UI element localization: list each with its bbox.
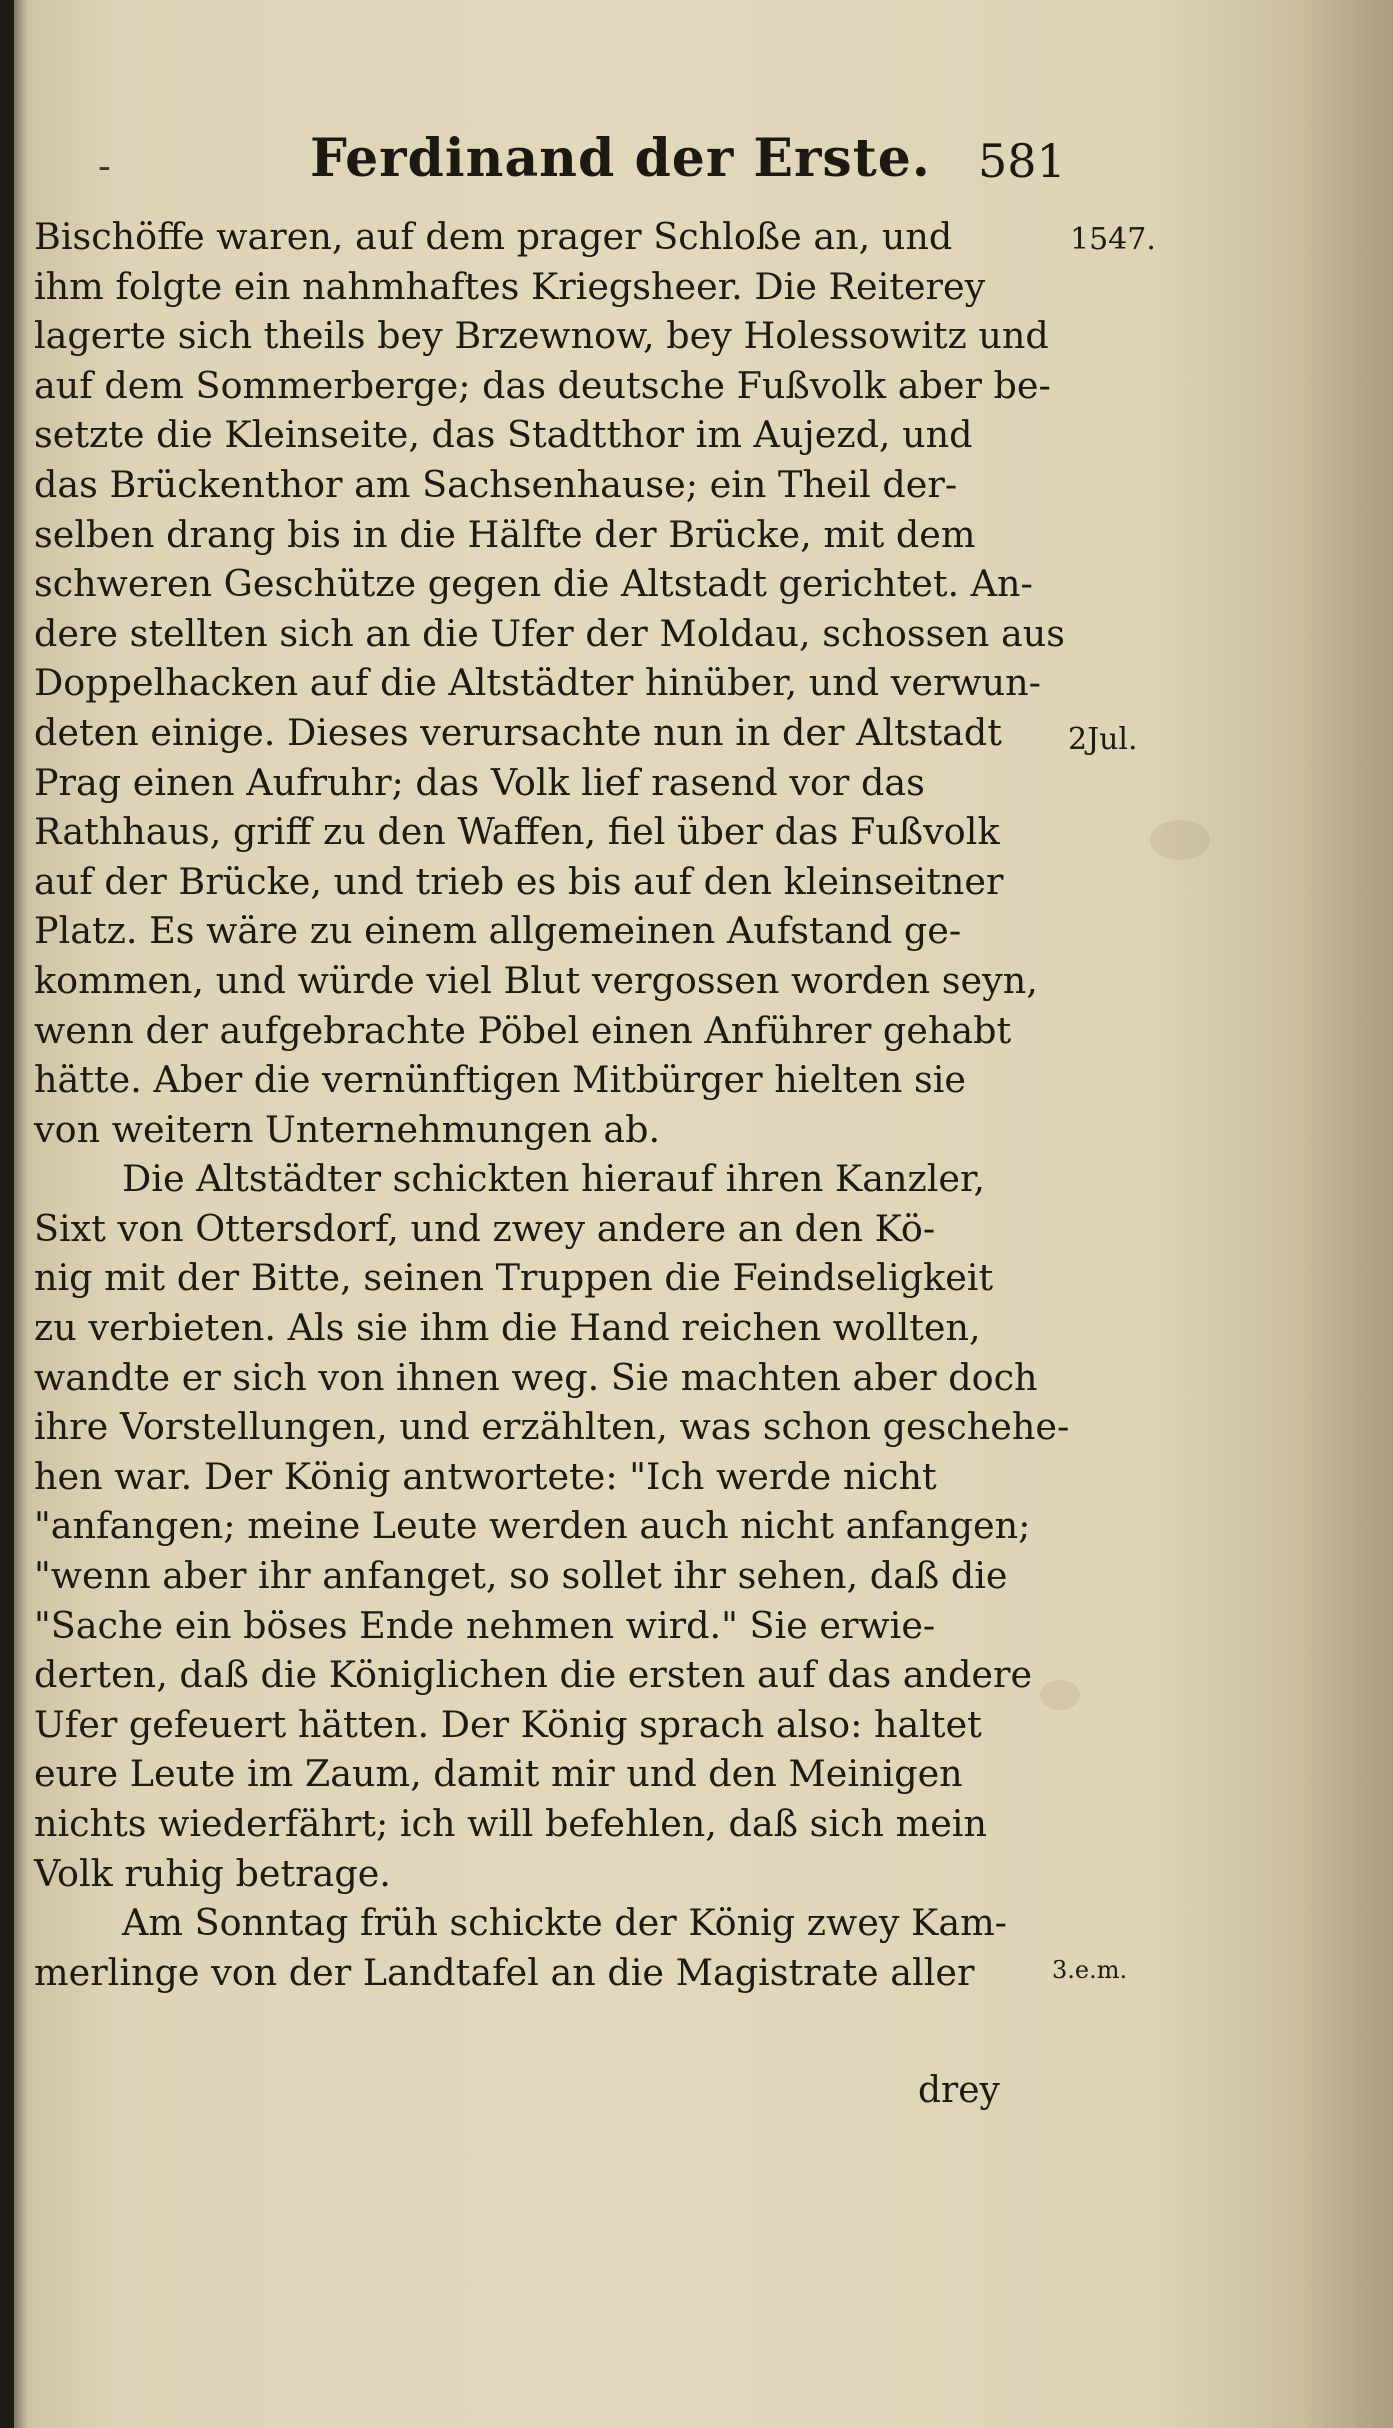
text-line: nig mit der Bitte, seinen Truppen die Feindseligkeit <box>34 1256 994 1300</box>
text-line: Doppelhacken auf die Altstädter hinüber, und verwun- <box>34 661 1041 705</box>
text-line: nichts wiederfährt; ich will befehlen, daß sich mein <box>34 1802 987 1845</box>
text-line: Prag einen Aufruhr; das Volk lief rasend vor das <box>34 760 925 804</box>
margin-note-date: 3.e.m. <box>1052 1956 1128 1984</box>
text-line: merlinge von der Landtafel an die Magistrate aller <box>34 1950 975 1994</box>
text-line: dere stellten sich an die Ufer der Moldau, schossen aus <box>34 611 1066 655</box>
text-line: auf der Brücke, und trieb es bis auf den kleinseitner <box>34 859 1004 903</box>
text-line: ihre Vorstellungen, und erzählten, was schon geschehe- <box>34 1405 1070 1449</box>
text-line: Ufer gefeuert hätten. Der König sprach also: haltet <box>34 1702 982 1746</box>
text-line: selben drang bis in die Hälfte der Brücke, mit dem <box>34 512 976 556</box>
text-line: derten, daß die Königlichen die ersten auf das andere <box>34 1653 1033 1697</box>
text-line: hätte. Aber die vernünftigen Mitbürger hielten sie <box>34 1058 967 1102</box>
page-number: 581 <box>978 134 1066 188</box>
book-gutter <box>0 0 14 2428</box>
text-line: lagerte sich theils bey Brzewnow, bey Holessowitz und <box>34 314 1049 358</box>
text-line: Sixt von Ottersdorf, und zwey andere an den Kö- <box>34 1206 936 1250</box>
text-line: "wenn aber ihr anfanget, so sollet ihr sehen, daß die <box>34 1554 1008 1598</box>
text-line: Bischöffe waren, auf dem prager Schloße an, und <box>34 215 953 258</box>
text-line: wandte er sich von ihnen weg. Sie machten aber doch <box>34 1355 1038 1399</box>
text-line: Platz. Es wäre zu einem allgemeinen Aufstand ge- <box>34 909 962 953</box>
margin-note-year: 1547. <box>1070 222 1156 257</box>
text-line: Volk ruhig betrage. <box>34 1851 391 1895</box>
text-line: setzte die Kleinseite, das Stadtthor im Aujezd, und <box>34 413 973 457</box>
paragraph-start-line: Die Altstädter schickten hierauf ihren Kanzler, <box>122 1157 986 1201</box>
text-line: das Brückenthor am Sachsenhause; ein Theil der- <box>34 462 958 506</box>
margin-note-date: 2Jul. <box>1068 722 1138 757</box>
running-head: Ferdinand der Erste. <box>310 128 931 189</box>
text-line: zu verbieten. Als sie ihm die Hand reichen wollten, <box>34 1306 981 1350</box>
text-line: schweren Geschütze gegen die Altstadt gerichtet. An- <box>34 562 1033 606</box>
text-line: kommen, und würde viel Blut vergossen worden seyn, <box>34 958 1038 1002</box>
text-line: eure Leute im Zaum, damit mir und den Meinigen <box>34 1752 963 1796</box>
text-line: ihm folgte ein nahmhaftes Kriegsheer. Die Reiterey <box>34 264 986 308</box>
text-line: auf dem Sommerberge; das deutsche Fußvolk aber be- <box>34 363 1051 407</box>
text-line: wenn der aufgebrachte Pöbel einen Anführer gehabt <box>34 1008 1012 1052</box>
catchword: drey <box>918 2070 1000 2111</box>
text-line: deten einige. Dieses verursachte nun in der Altstadt <box>34 710 1002 754</box>
text-line: Rathhaus, griff zu den Waffen, fiel über das Fußvolk <box>34 810 1000 854</box>
header-mark: - <box>98 144 111 188</box>
text-line: "anfangen; meine Leute werden auch nicht anfangen; <box>34 1504 1031 1548</box>
paper-stain <box>1150 820 1210 860</box>
body-text <box>34 212 1070 1997</box>
paragraph-start-line: Am Sonntag früh schickte der König zwey Kam- <box>122 1901 1008 1945</box>
text-line: "Sache ein böses Ende nehmen wird." Sie erwie- <box>34 1603 936 1647</box>
page-header <box>0 128 1393 198</box>
text-line: hen war. Der König antwortete: "Ich werde nicht <box>34 1454 937 1498</box>
text-line: von weitern Unternehmungen ab. <box>34 1107 661 1151</box>
